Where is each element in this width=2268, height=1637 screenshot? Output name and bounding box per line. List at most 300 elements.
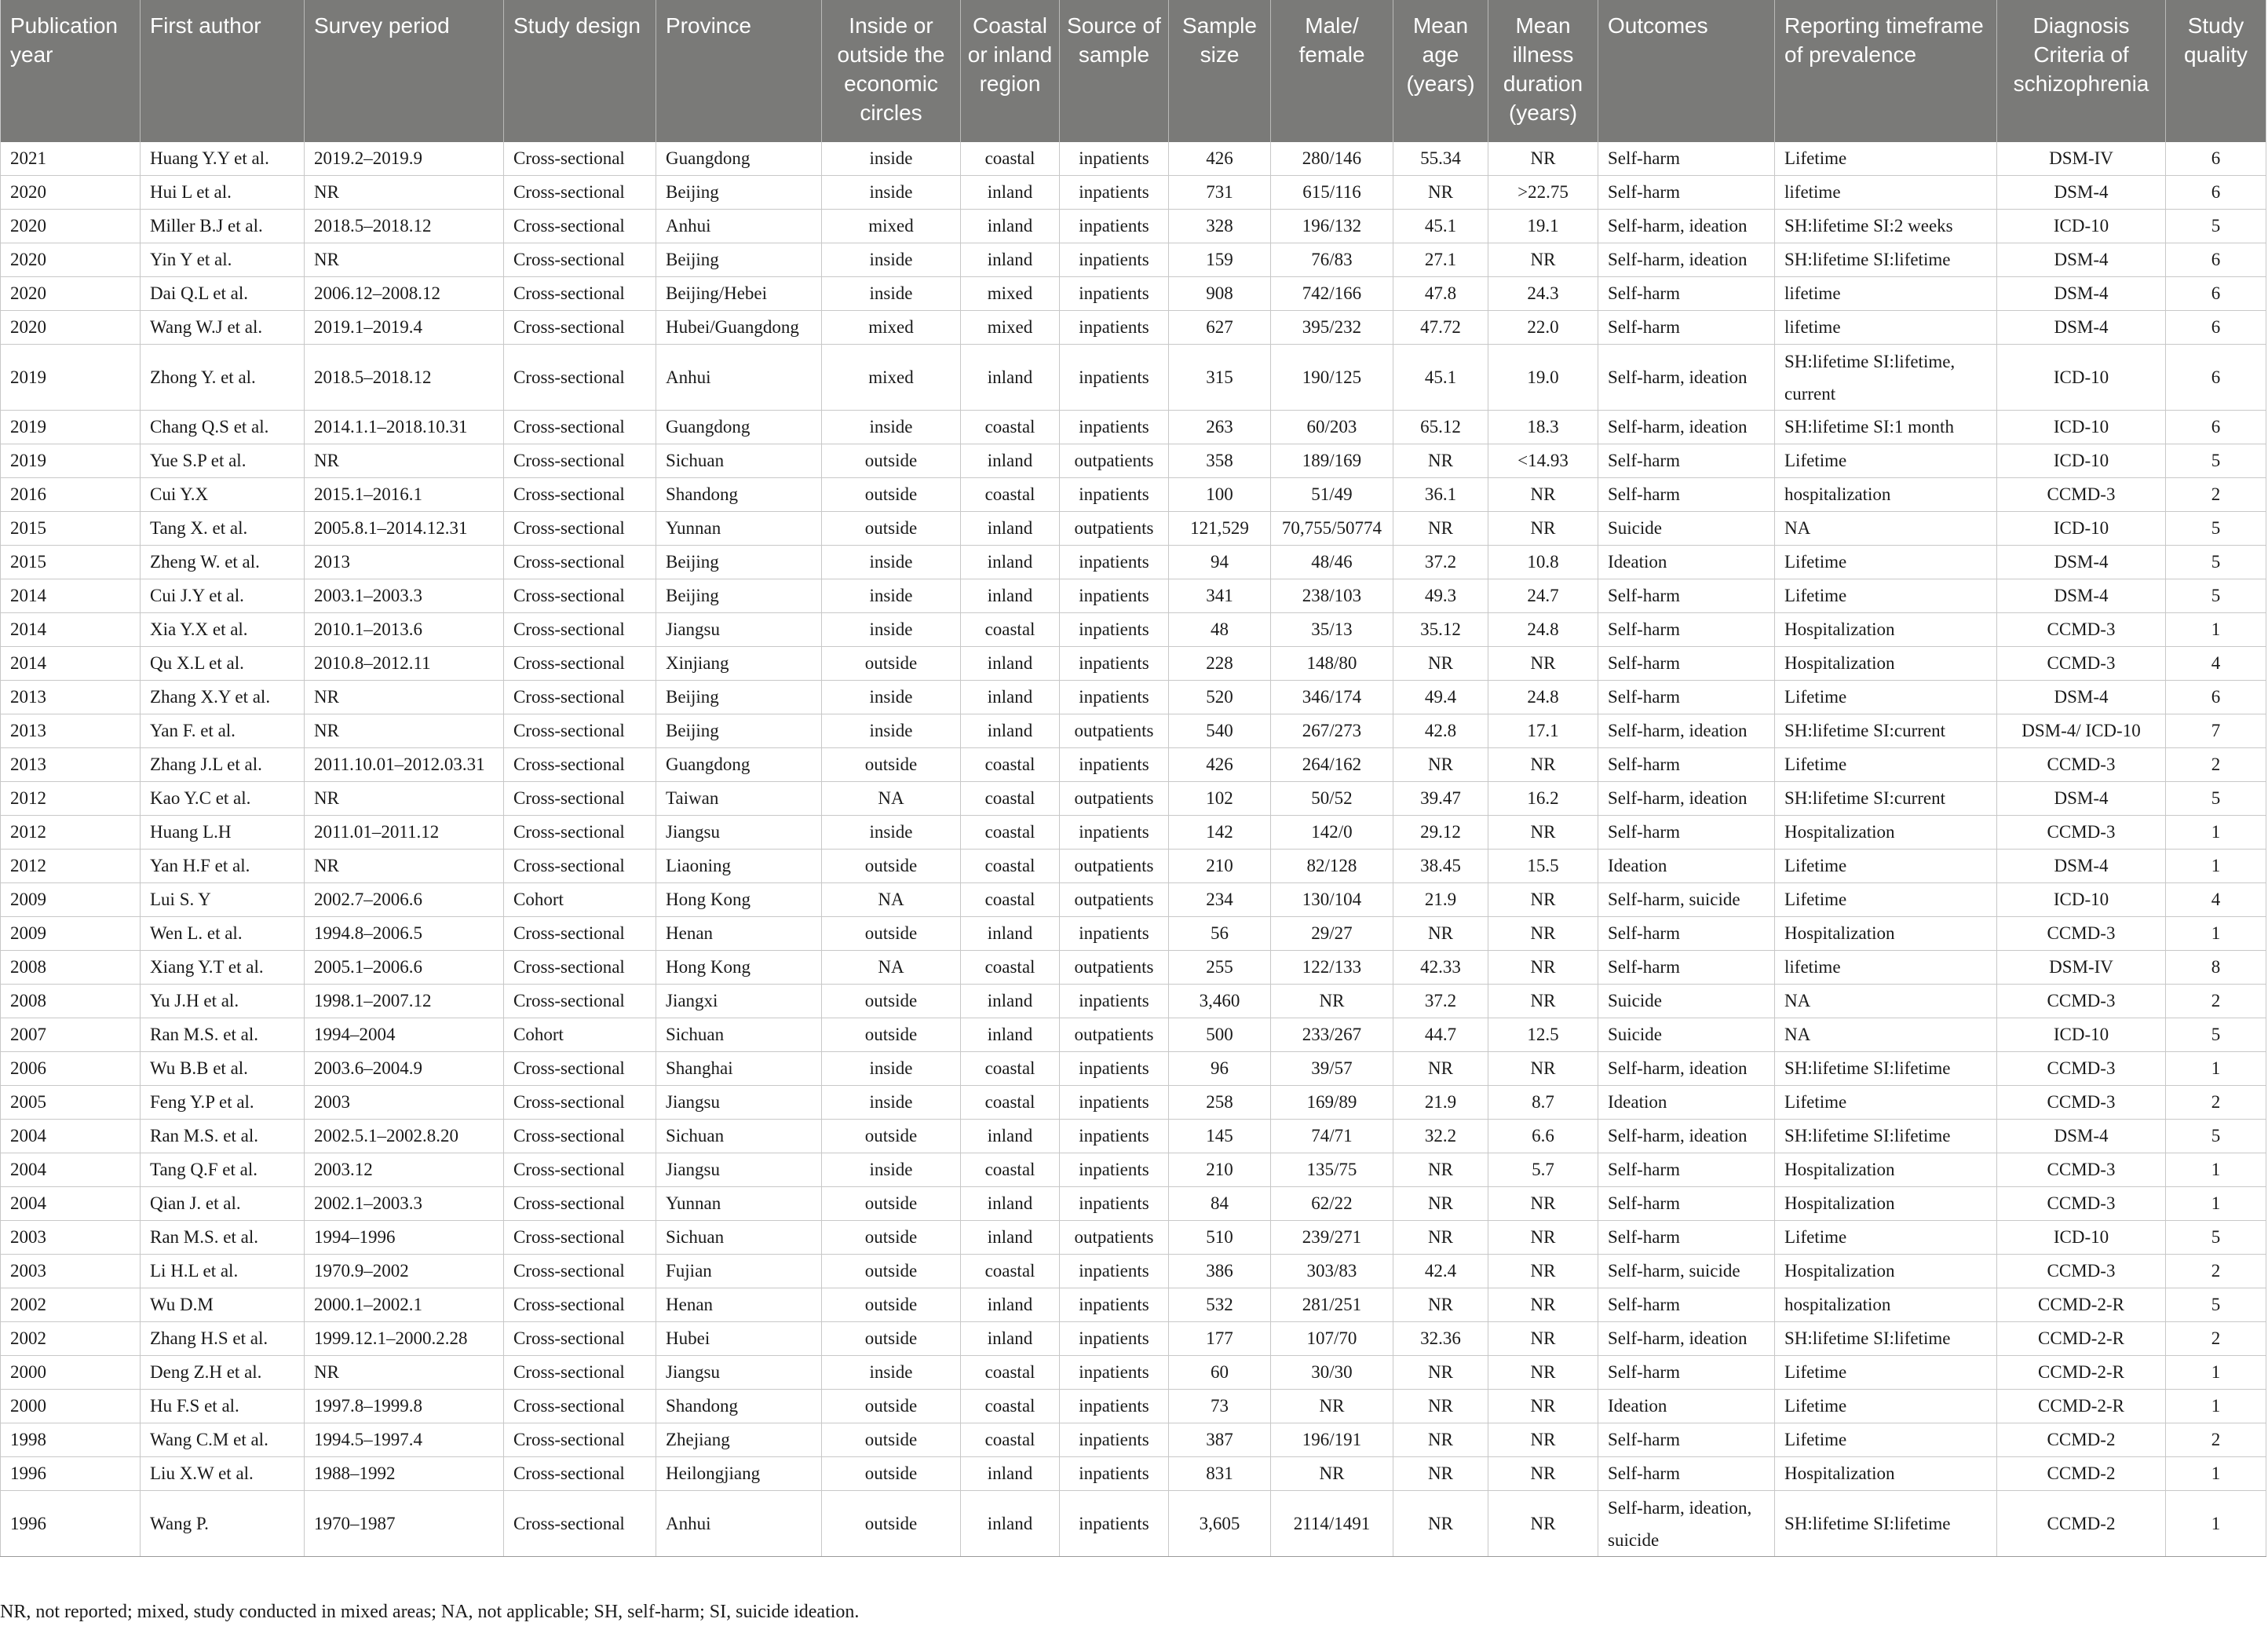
table-cell: Wang C.M et al.	[141, 1423, 305, 1457]
table-cell: CCMD-3	[1997, 478, 2166, 512]
column-header: Diagnosis Criteria of schizophrenia	[1997, 0, 2166, 142]
table-cell: 6	[2166, 411, 2266, 444]
table-cell: CCMD-3	[1997, 613, 2166, 647]
table-cell: outpatients	[1060, 883, 1169, 917]
table-cell: 1	[2166, 1356, 2266, 1390]
table-cell: Lifetime	[1775, 1390, 1997, 1423]
table-cell: NR	[305, 176, 504, 210]
table-cell: Hospitalization	[1775, 1187, 1997, 1221]
table-cell: 1998	[1, 1423, 141, 1457]
table-cell: Cross-sectional	[504, 681, 656, 714]
table-cell: Lifetime	[1775, 883, 1997, 917]
table-cell: Cross-sectional	[504, 579, 656, 613]
table-cell: 2013	[305, 546, 504, 579]
table-body	[1, 142, 2266, 1557]
table-cell: Guangdong	[656, 748, 822, 782]
table-cell: Lifetime	[1775, 546, 1997, 579]
table-cell: coastal	[961, 748, 1060, 782]
table-cell: Yin Y et al.	[141, 243, 305, 277]
table-cell: 2013	[1, 714, 141, 748]
table-cell: 1	[2166, 1457, 2266, 1491]
table-cell: NR	[305, 444, 504, 478]
table-cell: NR	[1488, 1322, 1598, 1356]
table-cell: Beijing	[656, 579, 822, 613]
table-cell: 2	[2166, 478, 2266, 512]
table-cell: 35/13	[1271, 613, 1393, 647]
table-row	[1, 1423, 2266, 1457]
table-cell: 1996	[1, 1457, 141, 1491]
table-cell: Henan	[656, 917, 822, 951]
table-cell: Cross-sectional	[504, 243, 656, 277]
table-cell: Xinjiang	[656, 647, 822, 681]
table-cell: ICD-10	[1997, 411, 2166, 444]
table-cell: 96	[1169, 1052, 1271, 1086]
table-cell: NR	[1488, 1187, 1598, 1221]
table-cell: Cross-sectional	[504, 512, 656, 546]
table-cell: 29/27	[1271, 917, 1393, 951]
table-cell: Beijing	[656, 243, 822, 277]
table-cell: NR	[1488, 1255, 1598, 1288]
table-cell: 2016	[1, 478, 141, 512]
table-cell: 2015.1–2016.1	[305, 478, 504, 512]
table-cell: coastal	[961, 816, 1060, 850]
table-cell: 48/46	[1271, 546, 1393, 579]
table-cell: 142	[1169, 816, 1271, 850]
table-cell: Hong Kong	[656, 951, 822, 985]
table-cell: 258	[1169, 1086, 1271, 1120]
table-cell: 1	[2166, 1187, 2266, 1221]
table-cell: inpatients	[1060, 546, 1169, 579]
table-cell: inland	[961, 579, 1060, 613]
table-cell: Cross-sectional	[504, 1086, 656, 1120]
table-cell: outpatients	[1060, 1018, 1169, 1052]
table-cell: inland	[961, 1187, 1060, 1221]
table-cell: Shanghai	[656, 1052, 822, 1086]
table-cell: 2004	[1, 1153, 141, 1187]
table-cell: 60/203	[1271, 411, 1393, 444]
table-cell: Self-harm	[1598, 311, 1775, 345]
table-cell: inside	[822, 1153, 961, 1187]
table-cell: Hospitalization	[1775, 1457, 1997, 1491]
table-cell: DSM-4	[1997, 176, 2166, 210]
table-cell: 908	[1169, 277, 1271, 311]
table-cell: outpatients	[1060, 714, 1169, 748]
table-cell: Zhong Y. et al.	[141, 345, 305, 411]
table-cell: Miller B.J et al.	[141, 210, 305, 243]
table-cell: NR	[305, 1356, 504, 1390]
table-cell: NR	[305, 681, 504, 714]
table-cell: Cross-sectional	[504, 411, 656, 444]
table-cell: 6	[2166, 142, 2266, 176]
table-cell: 2014	[1, 647, 141, 681]
table-cell: Heilongjiang	[656, 1457, 822, 1491]
table-cell: Cross-sectional	[504, 917, 656, 951]
column-header: Coastal or inland region	[961, 0, 1060, 142]
table-row	[1, 478, 2266, 512]
table-cell: outpatients	[1060, 782, 1169, 816]
table-row	[1, 748, 2266, 782]
table-row	[1, 579, 2266, 613]
table-cell: NR	[1488, 985, 1598, 1018]
table-cell: 51/49	[1271, 478, 1393, 512]
table-cell: 4	[2166, 883, 2266, 917]
table-cell: inpatients	[1060, 1255, 1169, 1288]
table-cell: 12.5	[1488, 1018, 1598, 1052]
table-cell: Cross-sectional	[504, 478, 656, 512]
table-cell: outside	[822, 1491, 961, 1557]
table-cell: 426	[1169, 748, 1271, 782]
table-cell: CCMD-3	[1997, 647, 2166, 681]
table-cell: Ideation	[1598, 850, 1775, 883]
table-cell: 38.45	[1393, 850, 1488, 883]
table-cell: 29.12	[1393, 816, 1488, 850]
table-cell: 520	[1169, 681, 1271, 714]
table-cell: NR	[1488, 951, 1598, 985]
table-cell: coastal	[961, 883, 1060, 917]
table-cell: inpatients	[1060, 478, 1169, 512]
table-cell: Wu B.B et al.	[141, 1052, 305, 1086]
table-cell: NR	[1488, 1491, 1598, 1557]
table-cell: Jiangsu	[656, 1356, 822, 1390]
table-cell: 45.1	[1393, 345, 1488, 411]
table-cell: Yan H.F et al.	[141, 850, 305, 883]
table-cell: inpatients	[1060, 311, 1169, 345]
table-cell: CCMD-2-R	[1997, 1322, 2166, 1356]
table-cell: Suicide	[1598, 512, 1775, 546]
table-cell: 2006	[1, 1052, 141, 1086]
table-cell: 107/70	[1271, 1322, 1393, 1356]
table-row	[1, 311, 2266, 345]
table-cell: Hubei	[656, 1322, 822, 1356]
table-cell: inpatients	[1060, 1187, 1169, 1221]
table-cell: Yunnan	[656, 1187, 822, 1221]
table-cell: 239/271	[1271, 1221, 1393, 1255]
table-cell: Ideation	[1598, 1390, 1775, 1423]
table-cell: SH:lifetime SI:lifetime, current	[1775, 345, 1997, 411]
table-cell: 30/30	[1271, 1356, 1393, 1390]
table-row	[1, 142, 2266, 176]
table-cell: Self-harm	[1598, 647, 1775, 681]
table-cell: 2	[2166, 1255, 2266, 1288]
table-cell: Beijing	[656, 546, 822, 579]
table-cell: 5	[2166, 512, 2266, 546]
table-cell: 5	[2166, 1288, 2266, 1322]
table-cell: outpatients	[1060, 444, 1169, 478]
table-cell: NR	[1488, 142, 1598, 176]
table-cell: 56	[1169, 917, 1271, 951]
table-row	[1, 546, 2266, 579]
table-cell: 2000.1–2002.1	[305, 1288, 504, 1322]
table-cell: Wang P.	[141, 1491, 305, 1557]
table-cell: 5	[2166, 1221, 2266, 1255]
table-cell: 2004	[1, 1120, 141, 1153]
table-cell: inside	[822, 243, 961, 277]
table-row	[1, 613, 2266, 647]
table-cell: 2	[2166, 1322, 2266, 1356]
table-cell: 1999.12.1–2000.2.28	[305, 1322, 504, 1356]
table-cell: Chang Q.S et al.	[141, 411, 305, 444]
table-cell: inland	[961, 210, 1060, 243]
table-cell: Xiang Y.T et al.	[141, 951, 305, 985]
table-cell: Cross-sectional	[504, 748, 656, 782]
table-cell: inland	[961, 917, 1060, 951]
table-cell: Tang X. et al.	[141, 512, 305, 546]
table-cell: 2009	[1, 883, 141, 917]
table-cell: Cross-sectional	[504, 647, 656, 681]
table-cell: NA	[1775, 985, 1997, 1018]
table-cell: Cross-sectional	[504, 277, 656, 311]
table-cell: coastal	[961, 850, 1060, 883]
table-cell: inside	[822, 1086, 961, 1120]
table-cell: 45.1	[1393, 210, 1488, 243]
table-cell: 395/232	[1271, 311, 1393, 345]
table-cell: inland	[961, 1221, 1060, 1255]
table-cell: Anhui	[656, 1491, 822, 1557]
table-cell: outside	[822, 1255, 961, 1288]
table-cell: Cohort	[504, 883, 656, 917]
table-cell: lifetime	[1775, 277, 1997, 311]
table-cell: 102	[1169, 782, 1271, 816]
table-cell: DSM-IV	[1997, 142, 2166, 176]
table-cell: 121,529	[1169, 512, 1271, 546]
table-cell: mixed	[822, 210, 961, 243]
table-cell: 2000	[1, 1390, 141, 1423]
table-cell: DSM-4	[1997, 277, 2166, 311]
table-cell: NR	[1488, 1221, 1598, 1255]
table-row	[1, 1390, 2266, 1423]
table-cell: 2019	[1, 345, 141, 411]
table-cell: Jiangsu	[656, 613, 822, 647]
table-row	[1, 1120, 2266, 1153]
table-cell: >22.75	[1488, 176, 1598, 210]
table-cell: 70,755/50774	[1271, 512, 1393, 546]
table-cell: 24.8	[1488, 681, 1598, 714]
table-cell: Anhui	[656, 345, 822, 411]
table-cell: NR	[1393, 176, 1488, 210]
table-cell: inpatients	[1060, 1356, 1169, 1390]
table-cell: CCMD-2	[1997, 1423, 2166, 1457]
table-cell: CCMD-2-R	[1997, 1390, 2166, 1423]
table-cell: Self-harm	[1598, 917, 1775, 951]
table-row	[1, 444, 2266, 478]
table-cell: CCMD-3	[1997, 1052, 2166, 1086]
table-cell: DSM-4/ ICD-10	[1997, 714, 2166, 748]
column-header: Outcomes	[1598, 0, 1775, 142]
table-cell: Cross-sectional	[504, 816, 656, 850]
table-cell: 37.2	[1393, 985, 1488, 1018]
table-cell: inland	[961, 647, 1060, 681]
table-cell: outside	[822, 917, 961, 951]
table-cell: inpatients	[1060, 411, 1169, 444]
table-cell: NR	[1488, 883, 1598, 917]
table-cell: outside	[822, 1322, 961, 1356]
table-cell: 210	[1169, 1153, 1271, 1187]
table-cell: Huang Y.Y et al.	[141, 142, 305, 176]
table-cell: inpatients	[1060, 985, 1169, 1018]
table-cell: 1	[2166, 816, 2266, 850]
table-cell: DSM-4	[1997, 546, 2166, 579]
table-cell: CCMD-3	[1997, 748, 2166, 782]
table-cell: NA	[822, 883, 961, 917]
table-cell: 341	[1169, 579, 1271, 613]
table-cell: 2014	[1, 613, 141, 647]
table-cell: 190/125	[1271, 345, 1393, 411]
table-cell: Cross-sectional	[504, 444, 656, 478]
table-cell: outside	[822, 444, 961, 478]
column-header: Inside or outside the economic circles	[822, 0, 961, 142]
table-cell: 6	[2166, 345, 2266, 411]
table-cell: 2012	[1, 816, 141, 850]
table-row	[1, 277, 2266, 311]
table-cell: inpatients	[1060, 579, 1169, 613]
table-cell: coastal	[961, 411, 1060, 444]
table-cell: Qu X.L et al.	[141, 647, 305, 681]
table-cell: 2007	[1, 1018, 141, 1052]
table-cell: Cross-sectional	[504, 1187, 656, 1221]
table-row	[1, 210, 2266, 243]
table-cell: inpatients	[1060, 1491, 1169, 1557]
table-cell: 2002	[1, 1322, 141, 1356]
table-cell: 1	[2166, 1390, 2266, 1423]
table-cell: Feng Y.P et al.	[141, 1086, 305, 1120]
table-cell: DSM-4	[1997, 579, 2166, 613]
table-cell: Suicide	[1598, 985, 1775, 1018]
table-cell: Jiangsu	[656, 1086, 822, 1120]
table-cell: Cross-sectional	[504, 613, 656, 647]
table-cell: ICD-10	[1997, 1018, 2166, 1052]
table-cell: Hong Kong	[656, 883, 822, 917]
table-cell: Sichuan	[656, 1018, 822, 1052]
table-cell: 1996	[1, 1491, 141, 1557]
table-cell: Wen L. et al.	[141, 917, 305, 951]
table-cell: 2014.1.1–2018.10.31	[305, 411, 504, 444]
table-cell: 346/174	[1271, 681, 1393, 714]
table-cell: coastal	[961, 782, 1060, 816]
table-cell: inside	[822, 1356, 961, 1390]
table-cell: Hospitalization	[1775, 1153, 1997, 1187]
table-cell: 263	[1169, 411, 1271, 444]
table-cell: 2013	[1, 748, 141, 782]
table-cell: inland	[961, 243, 1060, 277]
table-cell: 510	[1169, 1221, 1271, 1255]
table-cell: 742/166	[1271, 277, 1393, 311]
table-cell: 50/52	[1271, 782, 1393, 816]
table-cell: Cross-sectional	[504, 1288, 656, 1322]
table-cell: Jiangxi	[656, 985, 822, 1018]
table-cell: 2006.12–2008.12	[305, 277, 504, 311]
table-cell: Self-harm, suicide	[1598, 1255, 1775, 1288]
table-cell: inland	[961, 714, 1060, 748]
table-cell: inside	[822, 277, 961, 311]
table-cell: 48	[1169, 613, 1271, 647]
table-cell: inside	[822, 411, 961, 444]
table-cell: 386	[1169, 1255, 1271, 1288]
table-cell: 6	[2166, 277, 2266, 311]
table-cell: outside	[822, 1457, 961, 1491]
table-cell: Self-harm, ideation, suicide	[1598, 1491, 1775, 1557]
table-cell: NR	[1271, 985, 1393, 1018]
table-cell: DSM-4	[1997, 243, 2166, 277]
table-cell: Qian J. et al.	[141, 1187, 305, 1221]
table-cell: inland	[961, 1288, 1060, 1322]
table-cell: CCMD-2	[1997, 1457, 2166, 1491]
table-cell: 19.0	[1488, 345, 1598, 411]
table-cell: Cross-sectional	[504, 714, 656, 748]
table-cell: Guangdong	[656, 411, 822, 444]
table-cell: inland	[961, 1018, 1060, 1052]
table-cell: 3,460	[1169, 985, 1271, 1018]
table-cell: 84	[1169, 1187, 1271, 1221]
table-cell: Cross-sectional	[504, 345, 656, 411]
table-cell: Sichuan	[656, 1120, 822, 1153]
table-cell: 189/169	[1271, 444, 1393, 478]
table-cell: Lifetime	[1775, 579, 1997, 613]
table-cell: 65.12	[1393, 411, 1488, 444]
table-cell: hospitalization	[1775, 1288, 1997, 1322]
table-cell: Self-harm	[1598, 1288, 1775, 1322]
table-cell: Self-harm	[1598, 951, 1775, 985]
table-cell: ICD-10	[1997, 512, 2166, 546]
table-cell: Self-harm, ideation	[1598, 1052, 1775, 1086]
table-cell: 315	[1169, 345, 1271, 411]
table-cell: 1970.9–2002	[305, 1255, 504, 1288]
table-cell: 2002.5.1–2002.8.20	[305, 1120, 504, 1153]
table-cell: Self-harm	[1598, 748, 1775, 782]
table-cell: 2114/1491	[1271, 1491, 1393, 1557]
table-cell: CCMD-3	[1997, 917, 2166, 951]
table-cell: Self-harm, ideation	[1598, 210, 1775, 243]
column-header: Publication year	[1, 0, 141, 142]
table-cell: 2009	[1, 917, 141, 951]
table-cell: NR	[1393, 512, 1488, 546]
table-cell: Lifetime	[1775, 1086, 1997, 1120]
table-cell: outside	[822, 985, 961, 1018]
table-cell: 2019.2–2019.9	[305, 142, 504, 176]
table-cell: Sichuan	[656, 444, 822, 478]
table-cell: inpatients	[1060, 1423, 1169, 1457]
table-cell: NR	[1393, 1187, 1488, 1221]
table-cell: 6.6	[1488, 1120, 1598, 1153]
table-cell: Cross-sectional	[504, 850, 656, 883]
table-cell: Yan F. et al.	[141, 714, 305, 748]
table-cell: Cui J.Y et al.	[141, 579, 305, 613]
table-cell: 210	[1169, 850, 1271, 883]
table-cell: 532	[1169, 1288, 1271, 1322]
table-cell: 2020	[1, 311, 141, 345]
table-cell: Cross-sectional	[504, 1153, 656, 1187]
table-cell: Ideation	[1598, 546, 1775, 579]
table-cell: Cross-sectional	[504, 1390, 656, 1423]
table-cell: CCMD-3	[1997, 1255, 2166, 1288]
table-cell: Self-harm	[1598, 1187, 1775, 1221]
table-cell: inland	[961, 1322, 1060, 1356]
table-cell: 55.34	[1393, 142, 1488, 176]
table-cell: inpatients	[1060, 345, 1169, 411]
table-cell: NA	[1775, 512, 1997, 546]
table-cell: NR	[1393, 1457, 1488, 1491]
table-cell: 27.1	[1393, 243, 1488, 277]
table-cell: inpatients	[1060, 1052, 1169, 1086]
table-cell: Cross-sectional	[504, 1356, 656, 1390]
table-cell: NR	[1393, 1288, 1488, 1322]
table-cell: Lifetime	[1775, 444, 1997, 478]
table-row	[1, 1086, 2266, 1120]
table-cell: Jiangsu	[656, 1153, 822, 1187]
table-cell: NR	[1393, 1052, 1488, 1086]
table-cell: NR	[1393, 1221, 1488, 1255]
table-cell: 731	[1169, 176, 1271, 210]
table-cell: 2	[2166, 985, 2266, 1018]
